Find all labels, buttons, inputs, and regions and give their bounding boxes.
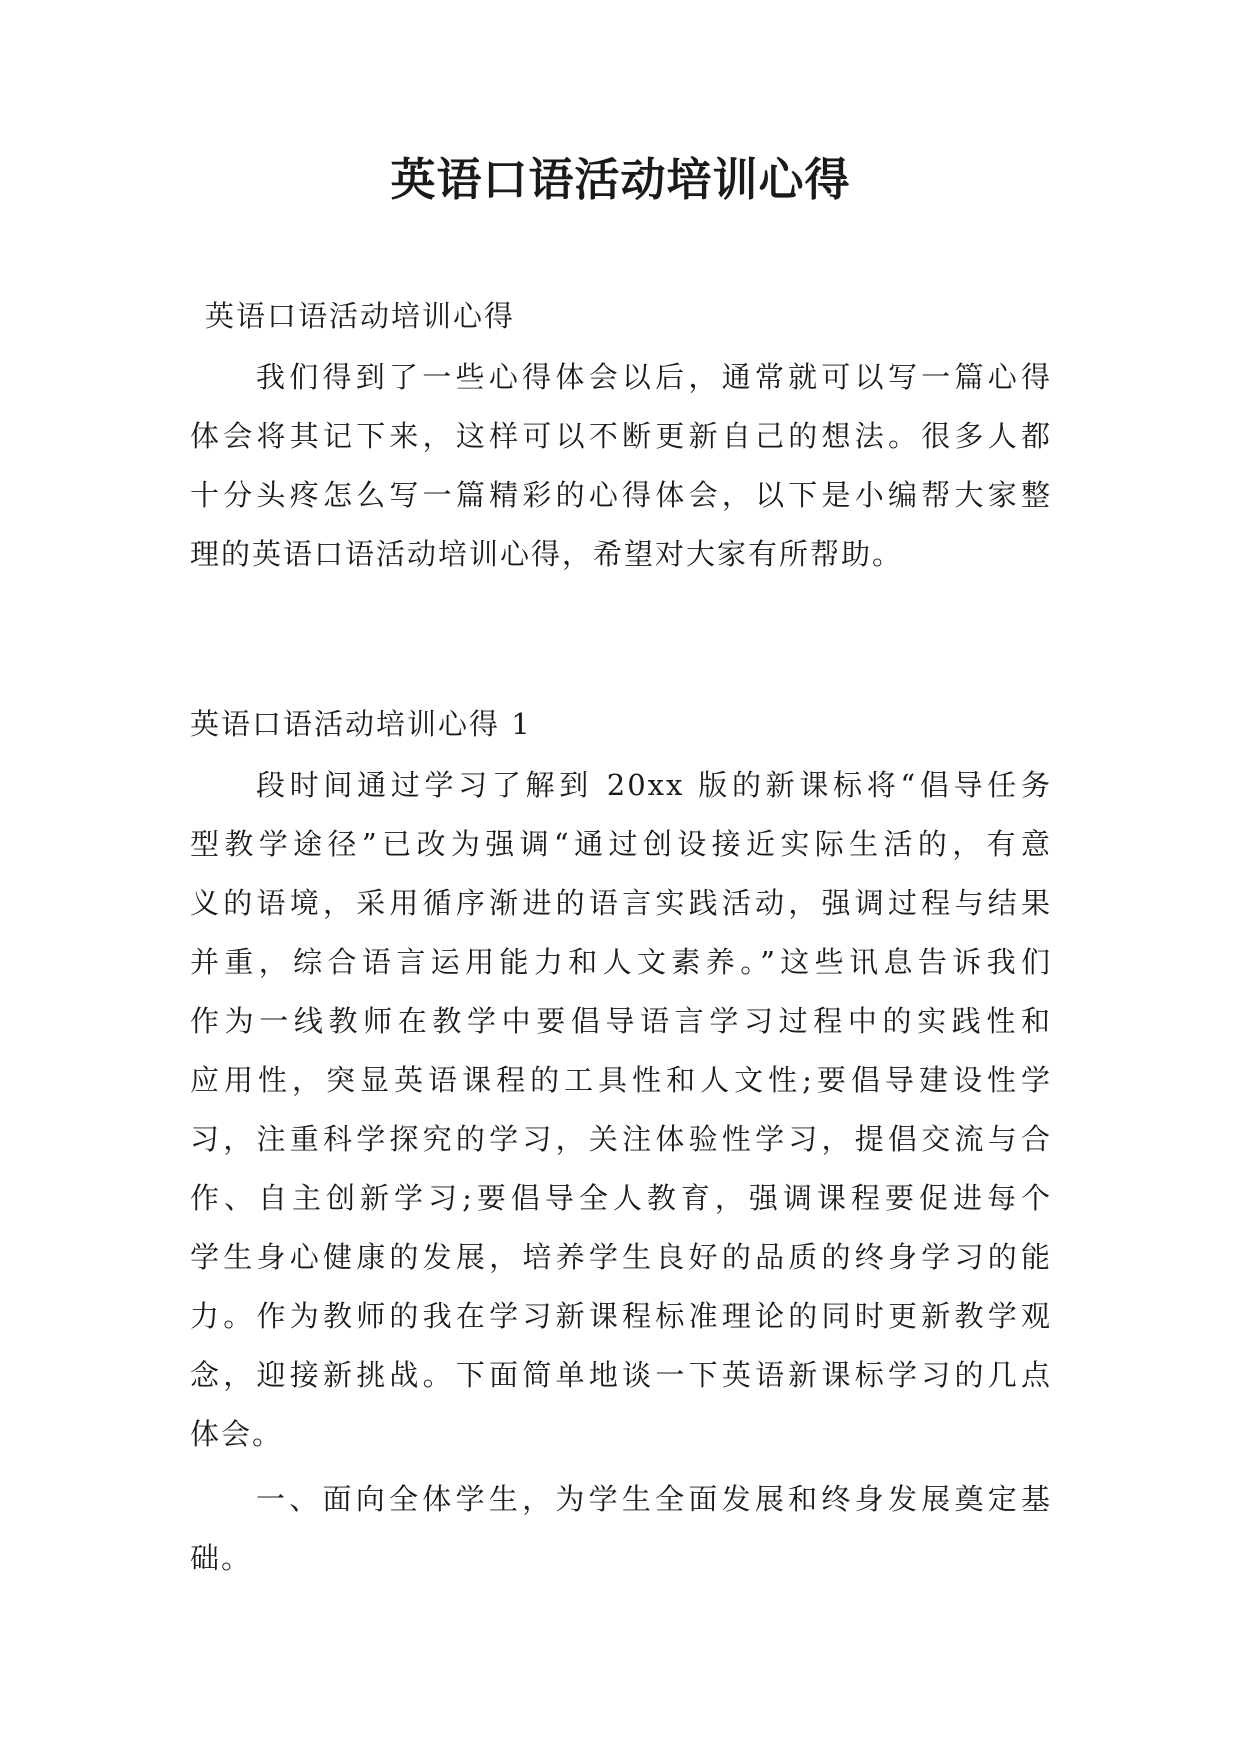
section-heading: 英语口语活动培训心得 1 <box>190 707 532 741</box>
paragraph-line: 段时间通过学习了解到 20xx 版的新课标将“倡导任务 <box>256 768 1052 802</box>
intro-paragraph <box>190 348 1052 584</box>
point-paragraph <box>190 1470 1052 1588</box>
paragraph-line: 础。 <box>190 1541 253 1575</box>
paragraph-line: 念，迎接新挑战。下面简单地谈一下英语新课标学习的几点 <box>190 1358 1052 1392</box>
body-paragraph <box>190 756 1052 1464</box>
document-subtitle: 英语口语活动培训心得 <box>205 299 516 333</box>
paragraph-line: 作为一线教师在教学中要倡导语言学习过程中的实践性和 <box>190 1004 1052 1038</box>
paragraph-line: 力。作为教师的我在学习新课程标准理论的同时更新教学观 <box>190 1299 1052 1333</box>
document-title: 英语口语活动培训心得 <box>390 153 851 206</box>
paragraph-line: 并重，综合语言运用能力和人文素养。”这些讯息告诉我们 <box>190 945 1052 979</box>
paragraph-line: 十分头疼怎么写一篇精彩的心得体会，以下是小编帮大家整 <box>190 478 1052 512</box>
paragraph-line: 我们得到了一些心得体会以后，通常就可以写一篇心得 <box>256 360 1052 394</box>
paragraph-line: 学生身心健康的发展，培养学生良好的品质的终身学习的能 <box>190 1240 1052 1274</box>
paragraph-line: 型教学途径”已改为强调“通过创设接近实际生活的，有意 <box>190 827 1052 861</box>
paragraph-line: 理的英语口语活动培训心得，希望对大家有所帮助。 <box>190 537 904 571</box>
paragraph-line: 义的语境，采用循序渐进的语言实践活动，强调过程与结果 <box>190 886 1052 920</box>
paragraph-line: 一、面向全体学生，为学生全面发展和终身发展奠定基 <box>256 1482 1052 1516</box>
paragraph-line: 体会。 <box>190 1417 284 1451</box>
paragraph-line: 体会将其记下来，这样可以不断更新自己的想法。很多人都 <box>190 419 1052 453</box>
paragraph-line: 作、自主创新学习;要倡导全人教育，强调课程要促进每个 <box>190 1181 1052 1215</box>
paragraph-line: 习，注重科学探究的学习，关注体验性学习，提倡交流与合 <box>190 1122 1052 1156</box>
paragraph-line: 应用性，突显英语课程的工具性和人文性;要倡导建设性学 <box>190 1063 1052 1097</box>
